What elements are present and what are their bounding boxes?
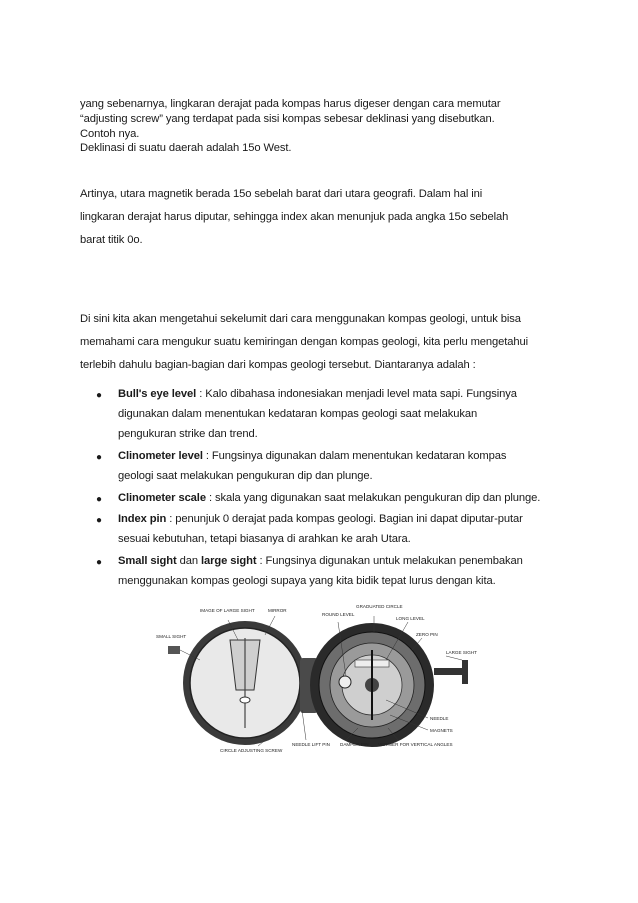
bullet-1-line2: digunakan dalam menentukan kedataran kompas geologi saat melakukan — [118, 408, 478, 420]
bullet-4-line1 — [118, 513, 523, 526]
para3-line2: memahami cara mengukur suatu kemiringan dengan kompas geologi, kita perlu mengetahui — [80, 336, 529, 348]
para1-line1: yang sebenarnya, lingkaran derajat pada kompas harus digeser dengan cara memutar — [80, 98, 501, 110]
bullet-dot: ● — [96, 515, 103, 526]
label-needle: NEEDLE — [430, 716, 449, 721]
small-sight-mark — [168, 646, 180, 654]
bullet-1-text: : Kalo dibahasa indonesiakan menjadi level mata sapi. Fungsinya — [196, 388, 517, 400]
large-sight-mark — [462, 660, 468, 684]
bullet-1-term: Bull's eye level — [118, 388, 197, 400]
bullet-1-line1 — [118, 388, 517, 401]
round-level-mark — [339, 676, 351, 688]
label-image-of-large-sight: IMAGE OF LARGE SIGHT — [200, 608, 255, 613]
bullet-5-text: : Fungsinya digunakan untuk melakukan penembakan — [256, 555, 523, 567]
bullet-5-term2: large sight — [200, 555, 257, 567]
para2-line2: lingkaran derajat harus diputar, sehingga index akan menunjuk pada angka 15o sebelah — [80, 211, 509, 223]
bullet-4-term: Index pin — [118, 513, 167, 525]
para1-line3: Contoh nya. — [80, 128, 140, 140]
bullet-4-text: : penunjuk 0 derajat pada kompas geologi. Bagian ini dapat diputar-putar — [166, 513, 523, 525]
label-vernier: VERNIER FOR VERTICAL ANGLES — [378, 742, 453, 747]
bullet-2-text: : Fungsinya digunakan dalam menentukan kedataran kompas — [202, 450, 507, 462]
label-round-level: ROUND LEVEL — [322, 612, 355, 617]
label-damper-pin: DAMPER PIN — [340, 742, 369, 747]
bullet-3-text: : skala yang digunakan saat melakukan pengukuran dip dan plunge. — [205, 492, 541, 504]
para3-line1: Di sini kita akan mengetahui sekelumit dari cara menggunakan kompas geologi, untuk bisa — [80, 313, 521, 325]
bullet-2-term: Clinometer level — [118, 450, 203, 462]
label-small-sight: SMALL SIGHT — [156, 634, 187, 639]
bullet-2-line1 — [118, 450, 506, 463]
sight-window — [240, 697, 250, 703]
bullet-4-line2: sesuai kebutuhan, tetapi biasanya di arahkan ke arah Utara. — [118, 533, 411, 545]
bullet-5-line2: menggunakan kompas geologi supaya yang kita bidik tepat lurus dengan kita. — [118, 575, 496, 587]
compass-lid — [168, 621, 307, 745]
bullet-5-line1 — [118, 555, 523, 568]
para1-line2: “adjusting screw” yang terdapat pada sisi kompas sebesar deklinasi yang disebutkan. — [80, 113, 495, 125]
compass-figure — [150, 600, 490, 760]
label-circle-adjusting-screw: CIRCLE ADJUSTING SCREW — [220, 748, 283, 753]
bullet-3-term: Clinometer scale — [118, 492, 206, 504]
label-graduated-circle: GRADUATED CIRCLE — [356, 604, 403, 609]
bullet-2-line2: geologi saat melakukan pengukuran dip dan plunge. — [118, 470, 373, 482]
label-zero-pin: ZERO PIN — [416, 632, 438, 637]
para2-line1: Artinya, utara magnetik berada 15o sebelah barat dari utara geografi. Dalam hal ini — [80, 188, 483, 200]
label-long-level: LONG LEVEL — [396, 616, 425, 621]
large-sight-arm — [434, 668, 466, 675]
bullet-3-line1 — [118, 492, 540, 505]
bullet-5-term: Small sight — [118, 555, 177, 567]
label-needle-lift-pin: NEEDLE LIFT PIN — [292, 742, 330, 747]
bullet-dot: ● — [96, 452, 103, 463]
label-large-sight: LARGE SIGHT — [446, 650, 477, 655]
para1-line4: Deklinasi di suatu daerah adalah 15o West. — [80, 142, 292, 154]
bullet-dot: ● — [96, 557, 103, 568]
bullet-dot: ● — [96, 390, 103, 401]
bullet-dot: ● — [96, 494, 103, 505]
para2-line3: barat titik 0o. — [80, 234, 143, 246]
para3-line3: terlebih dahulu bagian-bagian dari kompas geologi tersebut. Diantaranya adalah : — [80, 359, 476, 371]
label-magnets: MAGNETS — [430, 728, 453, 733]
bullet-1-line3: pengukuran strike dan trend. — [118, 428, 258, 440]
label-mirror: MIRROR — [268, 608, 287, 613]
bullet-5-mid: dan — [176, 555, 201, 567]
